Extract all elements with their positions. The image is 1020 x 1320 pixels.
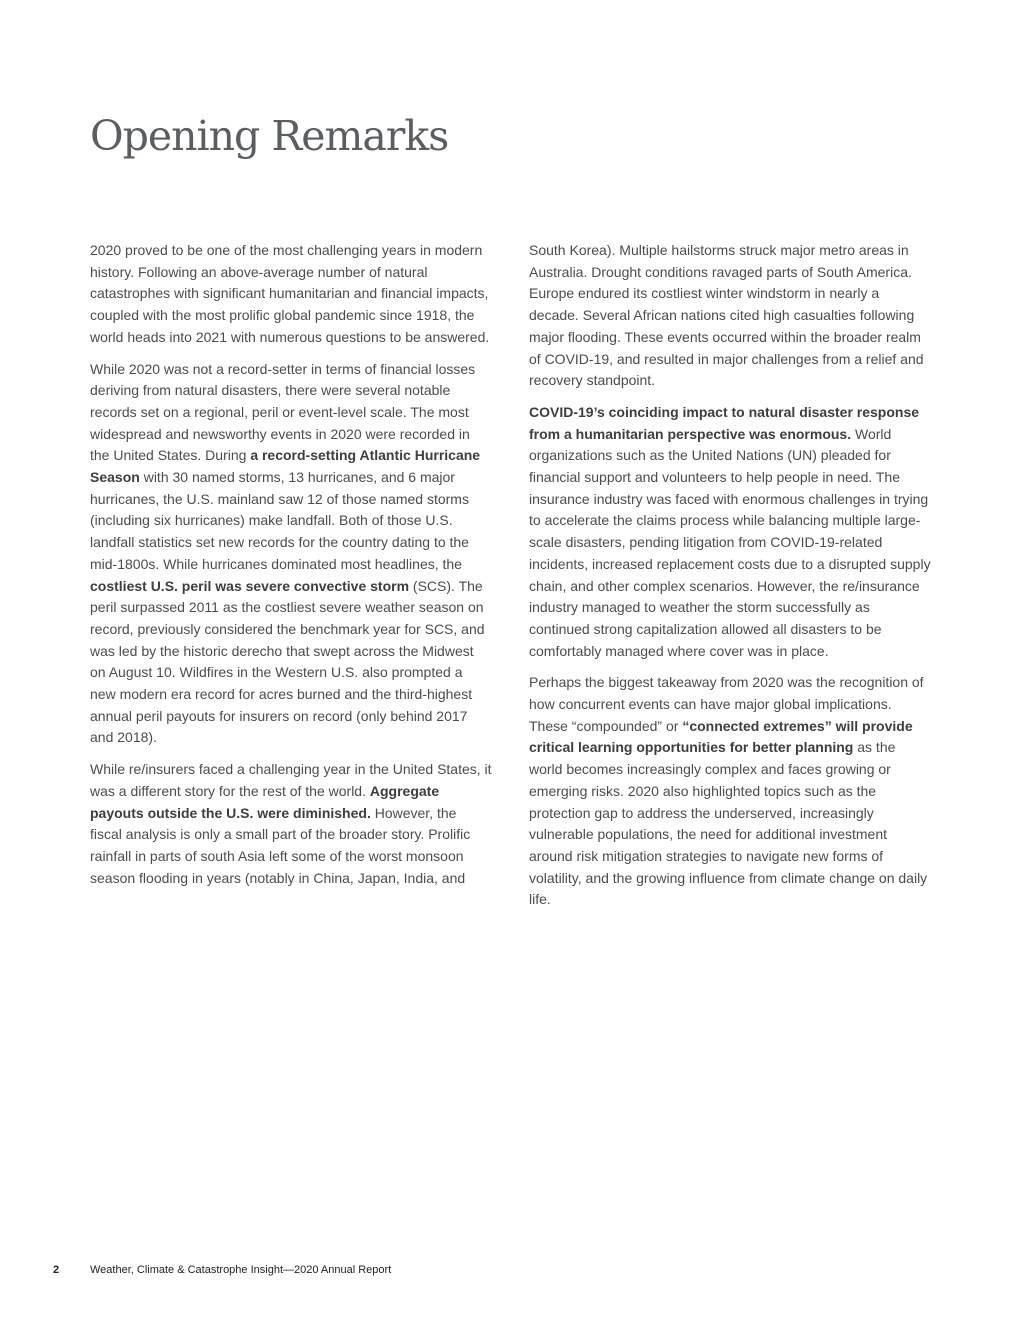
paragraph xyxy=(529,402,931,662)
paragraph-text: with 30 named storms, 13 hurricanes, and 6 major hurricanes, the U.S. mainland saw 12 of those named storms (including six hurricanes) make landfall. Both of those U.S. landfall statistics set new records for the country dating to the mid-1800s. While hurricanes dominated most headlines, the xyxy=(90,469,469,572)
paragraph: 2020 proved to be one of the most challenging years in modern history. Following an above-average number of natural catastrophes with significant humanitarian and financial impacts, coupled with the most prolific global pandemic since 1918, the world heads into 2021 with numerous questions to be answered. xyxy=(90,242,490,345)
highlight-text: “connected extremes” will provide critical learning opportunities for better planning xyxy=(529,717,913,756)
paragraph-text: While 2020 was not a record-setter in terms of financial losses deriving from natural disasters, there were several notable records set on a regional, peril or event-level scale. The most widespread and newsworthy events in 2020 were recorded in the United States. During xyxy=(90,360,476,464)
page-title: Opening Remarks xyxy=(90,112,449,160)
report-title: Weather, Climate & Catastrophe Insight—2020 Annual Report xyxy=(90,1264,392,1276)
paragraph-text: Perhaps the biggest takeaway from 2020 was the recognition of how concurrent events can have major global implications. These “compounded” or xyxy=(529,674,924,734)
highlight-text: costliest U.S. peril was severe convective storm xyxy=(90,577,410,594)
paragraph-text: However, the fiscal analysis is only a small part of the broader story. Prolific rainfall in parts of south Asia left some of the worst monsoon season flooding in years (notably in China, Japan, India, and xyxy=(90,804,471,886)
highlight-text: COVID-19’s coinciding impact to natural disaster response from a humanitarian perspective was enormous. xyxy=(529,403,920,442)
paragraph xyxy=(90,759,492,889)
right-column xyxy=(529,240,931,921)
paragraph-text: World organizations such as the United Nations (UN) pleaded for financial support and volunteers to help people in need. The insurance industry was faced with enormous challenges in trying to accelerate the claims process while balancing multiple large-scale disasters, pending litigation from COVID-19-related incidents, increased replacement costs due to a disrupted supply chain, and other complex scenarios. However, the re/insurance industry managed to weather the storm successfully as continued strong capitalization allowed all disasters to be comfortably managed where cover was in place. xyxy=(529,425,931,659)
paragraph-text: as the world becomes increasingly complex and faces growing or emerging risks. 2020 also highlighted topics such as the protection gap to address the underserved, increasingly vulnerable populations, the need for additional investment around risk mitigation strategies to navigate new forms of volatility, and the growing influence from climate change on daily life. xyxy=(529,739,928,908)
highlight-text: a record-setting Atlantic Hurricane Season xyxy=(90,447,481,486)
left-column xyxy=(90,240,492,899)
paragraph xyxy=(90,359,492,750)
page-number: 2 xyxy=(53,1264,60,1276)
paragraph xyxy=(529,672,931,911)
paragraph-text: (SCS). The peril surpassed 2011 as the costliest severe weather season on record, previously considered the benchmark year for SCS, and was led by the historic derecho that swept across the Midwest on August 10. Wildfires in the Western U.S. also prompted a new modern era record for acres burned and the third-highest annual peril payouts for insurers on record (only behind 2017 and 2018). xyxy=(90,577,485,746)
highlight-text: Aggregate payouts outside the U.S. were diminished. xyxy=(90,782,440,821)
paragraph-text: While re/insurers faced a challenging year in the United States, it was a different story for the rest of the world. xyxy=(90,761,492,799)
paragraph: South Korea). Multiple hailstorms struck major metro areas in Australia. Drought conditions ravaged parts of South America. Europe endured its costliest winter windstorm in nearly a decade. Several African nations cited high casualties following major flooding. These events occurred within the broader realm of COVID-19, and resulted in major challenges from a relief and recovery standpoint. xyxy=(529,242,924,389)
